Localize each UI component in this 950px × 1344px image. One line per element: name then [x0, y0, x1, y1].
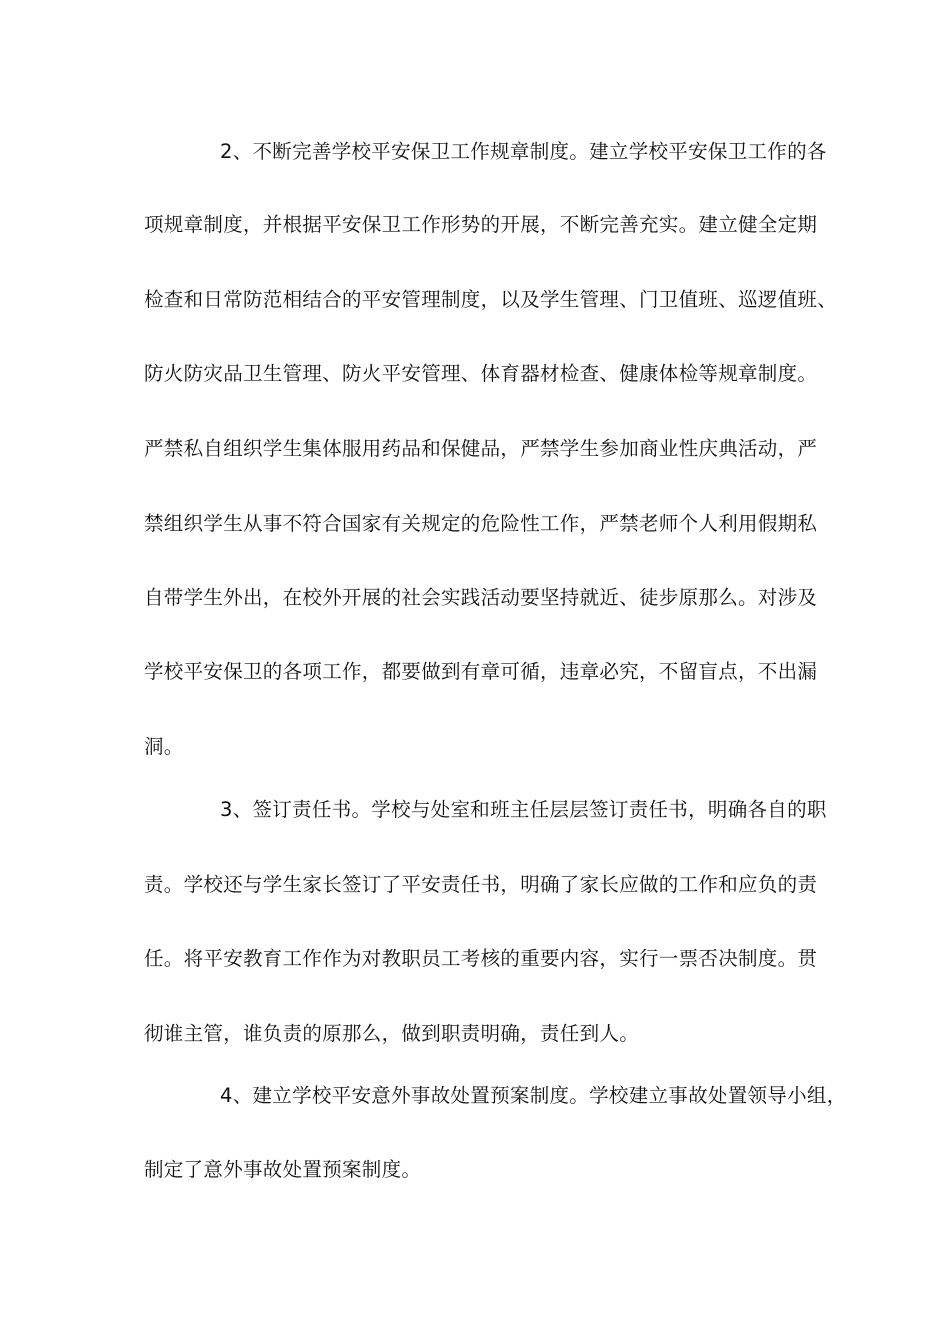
paragraph-3-line-2: 责。学校还与学生家长签订了平安责任书，明确了家长应做的工作和应负的责 — [144, 873, 818, 896]
paragraph-2-line-4: 防火防灾品卫生管理、防火平安管理、体育器材检查、健康体检等规章制度。 — [144, 362, 818, 385]
paragraph-2-line-9: 洞。 — [144, 735, 184, 758]
paragraph-3-line-4: 彻谁主管，谁负责的原那么，做到职责明确，责任到人。 — [144, 1022, 640, 1045]
paragraph-2-line-1: 2、不断完善学校平安保卫工作规章制度。建立学校平安保卫工作的各 — [220, 140, 827, 163]
paragraph-2-line-3: 检查和日常防范相结合的平安管理制度，以及学生管理、门卫值班、巡逻值班、 — [144, 288, 838, 311]
paragraph-2-line-5: 严禁私自组织学生集体服用药品和保健品，严禁学生参加商业性庆典活动，严 — [144, 437, 818, 460]
paragraph-2-line-8: 学校平安保卫的各项工作，都要做到有章可循，违章必究，不留盲点，不出漏 — [144, 660, 818, 683]
paragraph-3-line-1: 3、签订责任书。学校与处室和班主任层层签订责任书，明确各自的职 — [220, 798, 827, 821]
paragraph-2-line-2: 项规章制度，并根据平安保卫工作形势的开展，不断完善充实。建立健全定期 — [144, 213, 818, 236]
paragraph-2-line-7: 自带学生外出，在校外开展的社会实践活动要坚持就近、徒步原那么。对涉及 — [144, 586, 818, 609]
paragraph-3-line-3: 任。将平安教育工作作为对教职员工考核的重要内容，实行一票否决制度。贯 — [144, 947, 818, 970]
paragraph-4-line-2: 制定了意外事故处置预案制度。 — [144, 1158, 422, 1181]
paragraph-4-line-1: 4、建立学校平安意外事故处置预案制度。学校建立事故处置领导小组， — [220, 1084, 847, 1107]
paragraph-2-line-6: 禁组织学生从事不符合国家有关规定的危险性工作，严禁老师个人利用假期私 — [144, 512, 818, 535]
